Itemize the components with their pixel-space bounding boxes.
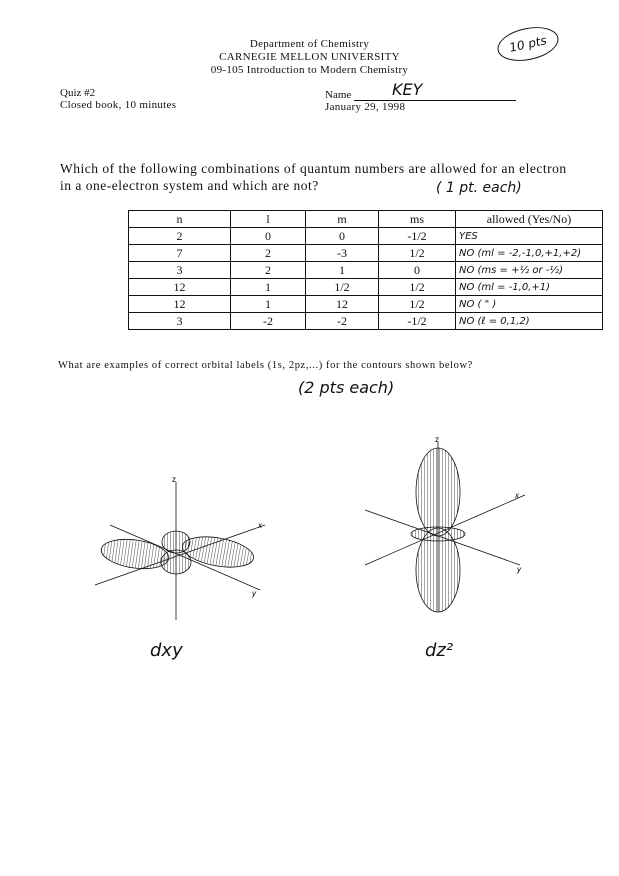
cell-l: 1 bbox=[231, 279, 306, 296]
dz2-orbital-diagram bbox=[355, 430, 545, 620]
cell-allowed: YES bbox=[456, 228, 603, 245]
course-line: 09-105 Introduction to Modern Chemistry bbox=[210, 64, 409, 76]
axis-label-z: z bbox=[172, 475, 176, 484]
cell-ms: 0 bbox=[379, 262, 456, 279]
table-row bbox=[129, 279, 603, 296]
cell-n: 7 bbox=[129, 245, 231, 262]
cell-ms: 1/2 bbox=[379, 245, 456, 262]
name-value: KEY bbox=[392, 80, 423, 99]
table-row bbox=[129, 228, 603, 245]
cell-l: 1 bbox=[231, 296, 306, 313]
axis-label-y: y bbox=[517, 565, 521, 574]
cell-m: 0 bbox=[306, 228, 379, 245]
cell-n: 2 bbox=[129, 228, 231, 245]
dz2-torus bbox=[411, 527, 465, 541]
cell-allowed: NO ( " ) bbox=[456, 296, 603, 313]
dxy-lobe-right bbox=[180, 532, 256, 572]
axis-label-y: y bbox=[252, 589, 256, 598]
axis-label-x: x bbox=[258, 521, 262, 530]
col-header-l: l bbox=[231, 211, 306, 228]
dxy-lobe-left bbox=[99, 535, 170, 572]
axis-label-z: z bbox=[435, 435, 439, 444]
cell-l: 0 bbox=[231, 228, 306, 245]
cell-allowed: NO (ms = +½ or -½) bbox=[456, 262, 603, 279]
cell-l: 2 bbox=[231, 245, 306, 262]
cell-allowed: NO (ml = -1,0,+1) bbox=[456, 279, 603, 296]
dxy-orbital-diagram bbox=[80, 470, 280, 630]
cell-m: -2 bbox=[306, 313, 379, 330]
cell-m: 12 bbox=[306, 296, 379, 313]
cell-ms: -1/2 bbox=[379, 313, 456, 330]
question-2-points: (2 pts each) bbox=[298, 378, 395, 397]
table-row bbox=[129, 262, 603, 279]
table-row bbox=[129, 296, 603, 313]
axis-label-x: x bbox=[515, 491, 519, 500]
points-total: 10 pts bbox=[508, 33, 548, 55]
col-header-ms: ms bbox=[379, 211, 456, 228]
department-line: Department of Chemistry bbox=[249, 38, 370, 50]
dz2-label: dz² bbox=[425, 640, 454, 661]
cell-n: 3 bbox=[129, 313, 231, 330]
question-1-points: ( 1 pt. each) bbox=[436, 180, 522, 196]
cell-ms: 1/2 bbox=[379, 279, 456, 296]
cell-n: 12 bbox=[129, 296, 231, 313]
dxy-lobe-front bbox=[161, 550, 191, 574]
cell-n: 3 bbox=[129, 262, 231, 279]
dz2-lobe-top bbox=[416, 448, 460, 536]
cell-l: 2 bbox=[231, 262, 306, 279]
name-label: Name bbox=[325, 89, 352, 101]
cell-l: -2 bbox=[231, 313, 306, 330]
cell-m: -3 bbox=[306, 245, 379, 262]
table-row bbox=[129, 245, 603, 262]
cell-n: 12 bbox=[129, 279, 231, 296]
cell-ms: -1/2 bbox=[379, 228, 456, 245]
cell-m: 1 bbox=[306, 262, 379, 279]
col-header-allowed: allowed (Yes/No) bbox=[456, 211, 603, 228]
cell-allowed: NO (ℓ = 0,1,2) bbox=[456, 313, 603, 330]
quiz-conditions: Closed book, 10 minutes bbox=[60, 99, 177, 111]
quiz-date: January 29, 1998 bbox=[325, 101, 406, 113]
table-row bbox=[129, 313, 603, 330]
dxy-label: dxy bbox=[150, 640, 183, 661]
question-1-body: Which of the following combinations of quantum numbers are allowed for an electron in a one-electron system and which are not? bbox=[60, 161, 567, 193]
table-header-row bbox=[129, 211, 603, 228]
question-2-text: What are examples of correct orbital labels (1s, 2pz,...) for the contours shown below? bbox=[58, 360, 473, 371]
cell-ms: 1/2 bbox=[379, 296, 456, 313]
quiz-title: Quiz #2 bbox=[60, 87, 96, 99]
quantum-number-table bbox=[128, 210, 603, 330]
col-header-n: n bbox=[129, 211, 231, 228]
cell-m: 1/2 bbox=[306, 279, 379, 296]
col-header-m: m bbox=[306, 211, 379, 228]
university-line: CARNEGIE MELLON UNIVERSITY bbox=[219, 51, 400, 63]
cell-allowed: NO (ml = -2,-1,0,+1,+2) bbox=[456, 245, 603, 262]
